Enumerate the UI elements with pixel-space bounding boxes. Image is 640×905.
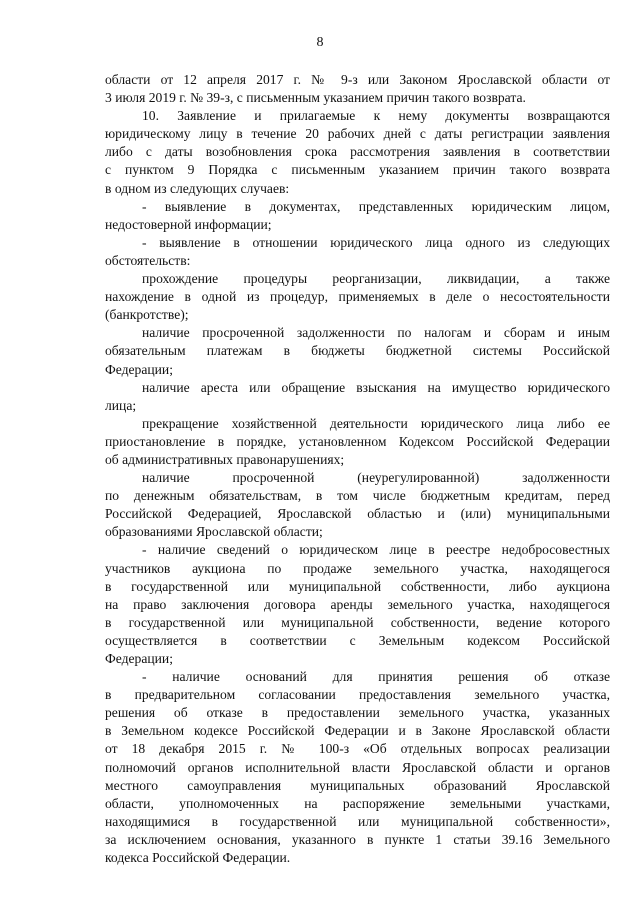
text-line: по денежным обязательствам, в том числе бюджетным кредитам, перед	[105, 488, 610, 504]
text-line: - наличие сведений о юридическом лице в реестре недобросовестных	[142, 542, 610, 558]
text-line: образованиями Ярославской области;	[105, 524, 323, 540]
text-line: лица;	[105, 397, 137, 413]
text-line: обязательным платежам в бюджеты бюджетной системы Российской	[105, 343, 610, 359]
text-line: обстоятельств:	[105, 252, 191, 268]
text-line: прохождение процедуры реорганизации, ликвидации, а также	[142, 271, 610, 287]
text-line: прекращение хозяйственной деятельности юридического лица либо ее	[142, 415, 610, 431]
text-line: недостоверной информации;	[105, 216, 272, 232]
text-line: кодекса Российской Федерации.	[105, 850, 291, 866]
text-line: решения об отказе в предоставлении земельного участка, указанных	[105, 705, 610, 721]
text-line: наличие просроченной (неурегулированной) задолженности	[142, 470, 610, 486]
text-line: Федерации;	[105, 651, 173, 666]
text-line: - выявление в отношении юридического лица одного из следующих	[142, 234, 610, 250]
text-line: области, уполномоченных на распоряжение земельными участками,	[105, 795, 610, 811]
text-line: приостановление в порядке, установленном Кодексом Российской Федерации	[105, 433, 610, 449]
text-line: - выявление в документах, представленных юридическим лицом,	[142, 198, 610, 214]
text-line: об административных правонарушениях;	[105, 451, 345, 467]
text-line: полномочий органов исполнительной власти Ярославской области и органов	[105, 759, 610, 775]
text-line: местного самоуправления муниципальных образований Ярославской	[105, 777, 610, 793]
text-line: с пунктом 9 Порядка с письменным указанием причин такого возврата	[105, 162, 610, 178]
text-line: на право заключения договора аренды земельного участка, находящегося	[105, 596, 610, 612]
text-line: Российской Федерацией, Ярославской областью и (или) муниципальными	[105, 506, 610, 522]
text-line: участников аукциона по продаже земельного участка, находящегося	[105, 560, 610, 576]
text-line: находящимися в государственной или муниципальной собственности»,	[105, 813, 610, 829]
text-line: нахождение в одной из процедур, применяемых в деле о несостоятельности	[105, 289, 610, 305]
text-line: либо с даты возобновления срока рассмотрения заявления в соответствии	[105, 144, 610, 160]
text-line: 3 июля 2019 г. № 39-з, с письменным указанием причин такого возврата.	[105, 90, 526, 106]
text-line: наличие ареста или обращение взыскания на имущество юридического	[142, 379, 610, 395]
text-line: - наличие оснований для принятия решения об отказе	[142, 669, 610, 685]
text-line: Федерации;	[105, 361, 173, 377]
text-line: области от 12 апреля 2017 г. № 9-з или Законом Ярославской области от	[105, 72, 610, 87]
text-line: в Земельном кодексе Российской Федерации и в Законе Ярославской области	[105, 723, 610, 739]
text-line: (банкротстве);	[105, 307, 189, 323]
document-body	[105, 71, 610, 867]
text-line: юридическому лицу в течение 20 рабочих дней с даты регистрации заявления	[105, 126, 610, 142]
text-line: 10. Заявление и прилагаемые к нему документы возвращаются	[142, 108, 610, 124]
text-line: от 18 декабря 2015 г. № 100-з «Об отдельных вопросах реализации	[105, 741, 610, 757]
text-line: наличие просроченной задолженности по налогам и сборам и иным	[142, 325, 610, 341]
text-line: за исключением основания, указанного в пункте 1 статьи 39.16 Земельного	[105, 831, 610, 847]
text-line: в государственной или муниципальной собственности, ведение которого	[105, 614, 610, 630]
text-line: в одном из следующих случаев:	[105, 180, 290, 196]
text-line: осуществляется в соответствии с Земельным кодексом Российской	[105, 632, 610, 648]
page-number: 8	[316, 35, 324, 50]
text-line: в предварительном согласовании предоставления земельного участка,	[105, 687, 610, 703]
text-line: в государственной или муниципальной собственности, либо аукциона	[105, 578, 610, 594]
